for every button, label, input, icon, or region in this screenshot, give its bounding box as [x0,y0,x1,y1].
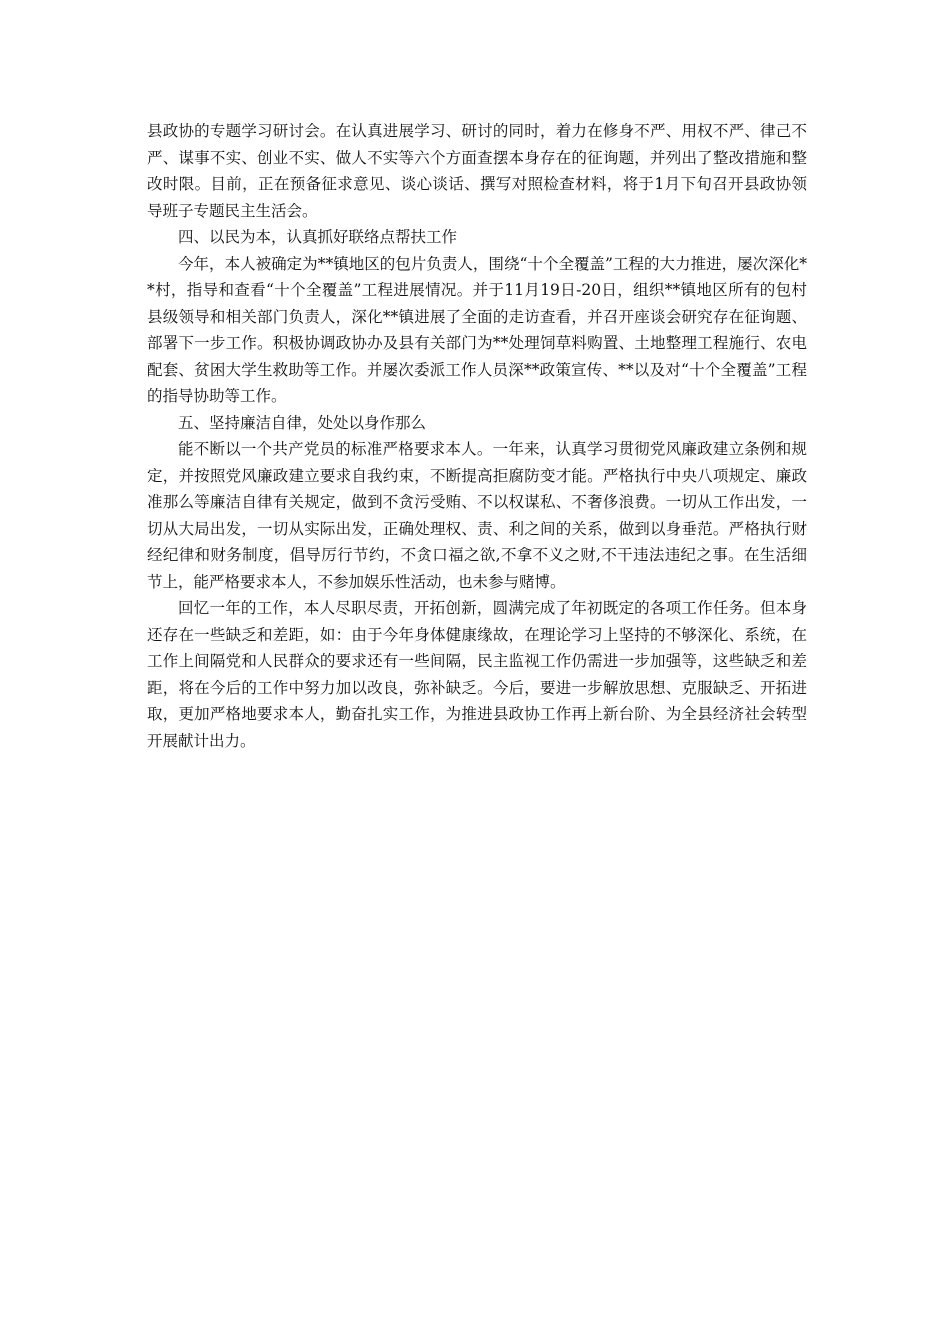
paragraph-integrity: 能不断以一个共产党员的标准严格要求本人。一年来，认真学习贯彻党风廉政建立条例和规定，并按照党风廉政建立要求自我约束，不断提高拒腐防变才能。严格执行中央八项规定、廉政准那么等廉洁自律有关规定，做到不贪污受贿、不以权谋私、不奢侈浪费。一切从工作出发，一切从大局出发，一切从实际出发，正确处理权、责、利之间的关系，做到以身垂范。严格执行财经纪律和财务制度，倡导厉行节约，不贪口福之欲,不拿不义之财,不干违法违纪之事。在生活细节上，能严格要求本人，不参加娱乐性活动，也未参与赌博。 [147,440,807,591]
document-page [147,118,807,754]
paragraph-continuation: 县政协的专题学习研讨会。在认真进展学习、研讨的同时，着力在修身不严、用权不严、律己不严、谋事不实、创业不实、做人不实等六个方面查摆本身存在的征询题，并列出了整改措施和整改时限。目前，正在预备征求意见、谈心谈话、撰写对照检查材料，将于1月下旬召开县政协领导班子专题民主生活会。 [147,122,807,220]
section-heading-4: 四、以民为本，认真抓好联络点帮扶工作 [178,228,458,246]
section-heading-5: 五、坚持廉洁自律，处处以身作那么 [178,413,427,432]
paragraph-summary: 回忆一年的工作，本人尽职尽责，开拓创新，圆满完成了年初既定的各项工作任务。但本身还存在一些缺乏和差距，如：由于今年身体健康缘故，在理论学习上坚持的不够深化、系统，在工作上间隔党和人民群众的要求还有一些间隔，民主监视工作仍需进一步加强等，这些缺乏和差距，将在今后的工作中努力加以改良，弥补缺乏。今后，要进一步解放思想、克服缺乏、开拓进取，更加严格地要求本人，勤奋扎实工作，为推进县政协工作再上新台阶、为全县经济社会转型开展献计出力。 [147,599,807,750]
paragraph-liaison-work: 今年，本人被确定为**镇地区的包片负责人，围绕“十个全覆盖”工程的大力推进，屡次深化**村，指导和查看“十个全覆盖”工程进展情况。并于11月19日-20日，组织**镇地区所有的包村县级领导和相关部门负责人，深化**镇进展了全面的走访查看，并召开座谈会研究存在征询题、部署下一步工作。积极协调政协办及县有关部门为**处理饲草料购置、土地整理工程施行、农电配套、贫困大学生救助等工作。并屡次委派工作人员深**政策宣传、**以及对“十个全覆盖”工程的指导协助等工作。 [147,254,807,405]
